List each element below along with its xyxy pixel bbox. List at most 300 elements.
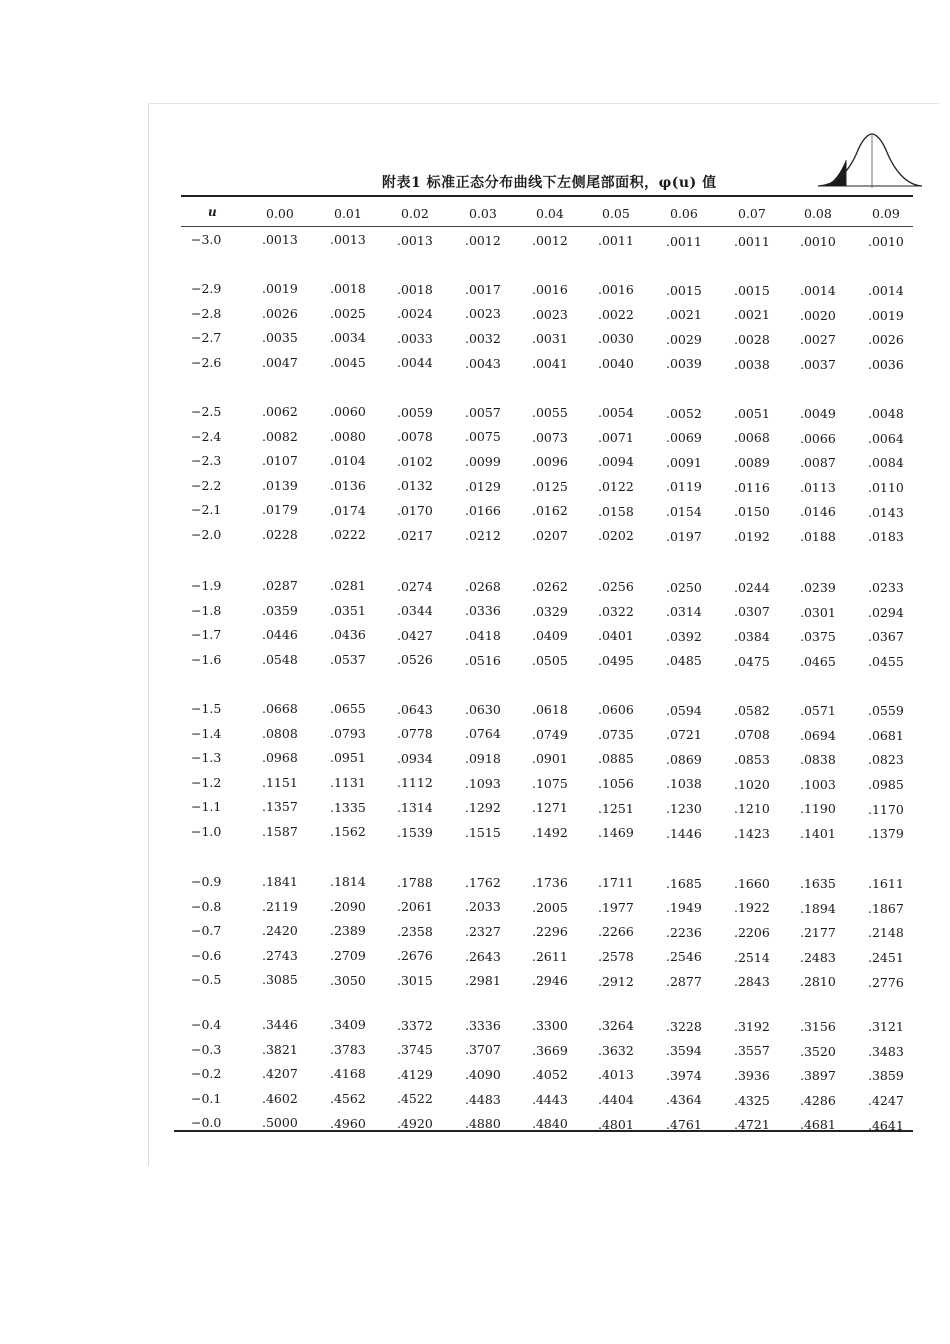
table-cell: .2119 — [262, 898, 298, 914]
table-cell: .3520 — [800, 1043, 836, 1059]
table-cell: .0143 — [868, 504, 904, 520]
table-cell: .4641 — [868, 1117, 904, 1133]
table-cell: .0060 — [330, 404, 366, 420]
table-cell: .1922 — [734, 900, 770, 916]
row-u-value: −0.7 — [191, 923, 222, 939]
table-cell: .0066 — [800, 430, 836, 446]
table-cell: .4483 — [465, 1091, 501, 1107]
table-cell: .1446 — [666, 825, 702, 841]
table-cell: .1056 — [598, 776, 634, 792]
table-cell: .0158 — [598, 503, 634, 519]
table-top-rule — [181, 195, 913, 197]
table-cell: .1170 — [868, 801, 904, 817]
table-cell: .3783 — [330, 1041, 366, 1057]
table-cell: .0015 — [666, 282, 702, 298]
table-cell: .4207 — [262, 1066, 298, 1082]
row-u-value: −1.5 — [191, 701, 222, 716]
table-cell: .0025 — [330, 305, 366, 321]
table-cell: .0026 — [868, 332, 904, 348]
table-cell: .0301 — [800, 604, 836, 620]
table-cell: .0154 — [666, 503, 702, 519]
table-cell: .0129 — [465, 478, 501, 494]
table-cell: .0222 — [330, 527, 366, 543]
table-cell: .0011 — [598, 233, 634, 249]
table-cell: .0073 — [532, 429, 568, 445]
table-cell: .1949 — [666, 900, 702, 916]
table-cell: .0043 — [465, 355, 501, 371]
table-cell: .0367 — [868, 629, 904, 645]
table-cell: .0256 — [598, 579, 634, 595]
table-cell: .0038 — [734, 356, 770, 372]
row-u-value: −1.8 — [191, 602, 222, 618]
table-cell: .1093 — [465, 775, 501, 791]
row-u-value: −0.2 — [191, 1066, 222, 1082]
table-cell: .3085 — [262, 972, 298, 988]
table-cell: .2327 — [465, 923, 501, 939]
table-cell: .0793 — [330, 725, 366, 741]
table-cell: .0044 — [397, 355, 433, 371]
table-cell: .4404 — [598, 1092, 634, 1108]
table-cell: .2981 — [465, 973, 501, 989]
table-cell: .0054 — [598, 405, 634, 421]
row-u-value: −1.0 — [191, 824, 222, 839]
table-cell: .1515 — [465, 824, 501, 840]
table-cell: .0375 — [800, 629, 836, 645]
table-cell: .1357 — [262, 799, 298, 815]
table-cell: .0119 — [666, 479, 702, 495]
table-cell: .3050 — [330, 972, 366, 988]
table-cell: .0212 — [465, 527, 501, 543]
table-cell: .0028 — [734, 331, 770, 347]
table-cell: .0968 — [262, 750, 298, 766]
table-cell: .4443 — [532, 1091, 568, 1107]
table-cell: .3745 — [397, 1042, 433, 1058]
table-cell: .0049 — [800, 406, 836, 421]
table-cell: .2578 — [598, 949, 634, 965]
table-cell: .1841 — [262, 874, 298, 889]
table-cell: .0020 — [800, 307, 836, 323]
table-cell: .2743 — [262, 947, 298, 963]
table-cell: .1038 — [666, 776, 702, 792]
table-cell: .0047 — [262, 354, 298, 370]
table-cell: .0036 — [868, 357, 904, 373]
row-u-value: −2.4 — [191, 428, 222, 444]
table-cell: .0436 — [330, 627, 366, 643]
table-cell: .0384 — [734, 628, 770, 644]
row-u-value: −2.9 — [191, 281, 222, 296]
table-cell: .0694 — [800, 727, 836, 743]
table-cell: .0548 — [262, 651, 298, 667]
table-cell: .4129 — [397, 1066, 433, 1082]
table-cell: .0202 — [598, 528, 634, 544]
table-cell: .1469 — [598, 825, 634, 841]
table-cell: .1230 — [666, 800, 702, 816]
row-u-value: −0.4 — [191, 1017, 222, 1032]
table-cell: .2451 — [868, 950, 904, 966]
table-cell: .0526 — [397, 652, 433, 668]
table-cell: .0901 — [532, 751, 568, 767]
table-cell: .0708 — [734, 727, 770, 743]
table-cell: .0516 — [465, 652, 501, 668]
table-cell: .3372 — [397, 1017, 433, 1033]
table-cell: .0228 — [262, 527, 298, 542]
table-cell: .0023 — [465, 306, 501, 322]
table-cell: .0031 — [532, 331, 568, 347]
table-cell: .0244 — [734, 579, 770, 595]
table-cell: .2843 — [734, 974, 770, 990]
table-cell: .0823 — [868, 752, 904, 768]
table-cell: .0010 — [800, 234, 836, 249]
table-cell: .1271 — [532, 800, 568, 816]
table-cell: .0853 — [734, 751, 770, 767]
table-cell: .0618 — [532, 702, 568, 717]
table-cell: .0274 — [397, 578, 433, 594]
table-cell: .1131 — [330, 775, 366, 791]
table-cell: .0055 — [532, 405, 568, 420]
table-cell: .0014 — [800, 283, 836, 298]
table-cell: .3594 — [666, 1043, 702, 1059]
table-cell: .4286 — [800, 1092, 836, 1108]
table-header-rule — [181, 226, 913, 227]
header-col: 0.08 — [804, 206, 832, 221]
table-cell: .0012 — [465, 232, 501, 248]
table-cell: .0336 — [465, 603, 501, 619]
table-cell: .0096 — [532, 454, 568, 470]
header-col: 0.09 — [872, 206, 900, 221]
table-cell: .0021 — [666, 307, 702, 323]
table-cell: .0287 — [262, 578, 298, 593]
table-cell: .1635 — [800, 876, 836, 891]
table-cell: .3859 — [868, 1068, 904, 1084]
table-cell: .0559 — [868, 703, 904, 719]
table-cell: .2643 — [465, 948, 501, 964]
row-u-value: −1.9 — [191, 578, 222, 593]
table-cell: .2877 — [666, 973, 702, 989]
table-cell: .0023 — [532, 306, 568, 322]
table-cell: .1020 — [734, 776, 770, 792]
table-cell: .0021 — [734, 307, 770, 323]
table-cell: .0080 — [330, 428, 366, 444]
table-cell: .3192 — [734, 1018, 770, 1034]
table-cell: .3409 — [330, 1017, 366, 1033]
table-cell: .0951 — [330, 750, 366, 766]
table-cell: .4840 — [532, 1116, 568, 1132]
table-cell: .0250 — [666, 579, 702, 595]
table-cell: .0197 — [666, 528, 702, 544]
table-cell: .1210 — [734, 801, 770, 817]
table-cell: .0721 — [666, 727, 702, 743]
table-cell: .0314 — [666, 604, 702, 620]
table-cell: .0068 — [734, 430, 770, 446]
table-cell: .0019 — [868, 307, 904, 323]
table-cell: .0179 — [262, 502, 298, 518]
table-cell: .0062 — [262, 404, 298, 419]
table-cell: .0268 — [465, 578, 501, 594]
table-cell: .3936 — [734, 1067, 770, 1083]
table-cell: .0034 — [330, 330, 366, 346]
table-cell: .0122 — [598, 479, 634, 495]
table-cell: .2776 — [868, 974, 904, 990]
table-cell: .2090 — [330, 898, 366, 914]
table-cell: .0183 — [868, 529, 904, 545]
table-cell: .0136 — [330, 478, 366, 494]
table-cell: .2266 — [598, 924, 634, 940]
table-cell: .0681 — [868, 727, 904, 743]
row-u-value: −2.1 — [191, 502, 222, 518]
table-cell: .0869 — [666, 751, 702, 767]
table-cell: .4052 — [532, 1067, 568, 1083]
table-cell: .4090 — [465, 1066, 501, 1082]
table-cell: .0918 — [465, 750, 501, 766]
table-cell: .4880 — [465, 1116, 501, 1132]
table-cell: .0016 — [532, 282, 568, 297]
table-cell: .2389 — [330, 923, 366, 939]
row-u-value: −1.7 — [191, 627, 222, 643]
table-cell: .4761 — [666, 1116, 702, 1132]
table-cell: .0401 — [598, 628, 634, 644]
table-cell: .0011 — [666, 233, 702, 249]
row-u-value: −0.5 — [191, 972, 222, 988]
table-cell: .0057 — [465, 404, 501, 420]
table-cell: .4602 — [262, 1090, 298, 1106]
table-cell: .2177 — [800, 925, 836, 941]
table-cell: .1762 — [465, 874, 501, 890]
table-cell: .4325 — [734, 1092, 770, 1108]
table-cell: .2236 — [666, 924, 702, 940]
table-cell: .2946 — [532, 973, 568, 989]
row-u-value: −0.1 — [191, 1090, 222, 1106]
table-cell: .0041 — [532, 355, 568, 371]
table-cell: .0011 — [734, 233, 770, 249]
table-cell: .3669 — [532, 1042, 568, 1058]
row-u-value: −2.7 — [191, 330, 222, 346]
table-cell: .2296 — [532, 924, 568, 940]
table-cell: .1562 — [330, 824, 366, 840]
table-cell: .2005 — [532, 899, 568, 915]
table-cell: .4801 — [598, 1116, 634, 1132]
table-cell: .0107 — [262, 453, 298, 469]
table-cell: .2033 — [465, 899, 501, 915]
table-cell: .0015 — [734, 282, 770, 298]
table-cell: .3156 — [800, 1019, 836, 1034]
table-cell: .2810 — [800, 974, 836, 990]
table-cell: .0446 — [262, 627, 298, 643]
row-u-value: −2.5 — [191, 404, 222, 419]
table-cell: .0322 — [598, 603, 634, 619]
table-cell: .0045 — [330, 355, 366, 371]
header-col: 0.01 — [334, 206, 362, 221]
table-cell: .3228 — [666, 1018, 702, 1034]
table-cell: .0089 — [734, 454, 770, 470]
table-cell: .0018 — [397, 281, 433, 297]
table-cell: .2912 — [598, 973, 634, 989]
table-cell: .0495 — [598, 653, 634, 669]
table-cell: .0418 — [465, 627, 501, 643]
table-cell: .4721 — [734, 1117, 770, 1133]
table-cell: .0606 — [598, 702, 634, 718]
row-u-value: −3.0 — [191, 232, 222, 247]
table-cell: .0233 — [868, 580, 904, 596]
table-cell: .4522 — [397, 1091, 433, 1107]
table-cell: .0985 — [868, 777, 904, 793]
row-u-value: −2.0 — [191, 527, 222, 542]
table-cell: .2483 — [800, 949, 836, 965]
normal-curve-icon — [816, 130, 924, 192]
table-cell: .0359 — [262, 602, 298, 618]
table-cell: .0409 — [532, 628, 568, 644]
table-cell: .4013 — [598, 1067, 634, 1083]
table-cell: .0146 — [800, 504, 836, 520]
table-cell: .0485 — [666, 653, 702, 669]
table-cell: .0012 — [532, 233, 568, 248]
table-cell: .0099 — [465, 453, 501, 469]
table-cell: .0039 — [666, 356, 702, 372]
table-cell: .1711 — [598, 875, 634, 891]
table-cell: .0162 — [532, 503, 568, 519]
table-cell: .0078 — [397, 429, 433, 445]
row-u-value: −0.8 — [191, 898, 222, 914]
table-cell: .0013 — [397, 232, 433, 248]
table-cell: .2358 — [397, 923, 433, 939]
table-cell: .0071 — [598, 429, 634, 445]
table-cell: .1003 — [800, 776, 836, 792]
table-cell: .3336 — [465, 1017, 501, 1033]
table-cell: .0537 — [330, 652, 366, 668]
table-cell: .1788 — [397, 874, 433, 890]
table-cell: .0838 — [800, 752, 836, 768]
table-cell: .0582 — [734, 702, 770, 718]
table-cell: .0104 — [330, 453, 366, 469]
table-cell: .0082 — [262, 428, 298, 444]
header-col: 0.00 — [266, 206, 294, 221]
table-cell: .0455 — [868, 654, 904, 670]
table-cell: .0465 — [800, 653, 836, 669]
header-col: 0.03 — [469, 206, 497, 221]
table-cell: .0029 — [666, 331, 702, 347]
table-cell: .0630 — [465, 701, 501, 717]
header-col: 0.05 — [602, 206, 630, 221]
table-cell: .0013 — [262, 232, 298, 247]
table-cell: .1685 — [666, 875, 702, 891]
table-cell: .0059 — [397, 404, 433, 420]
table-cell: .0024 — [397, 306, 433, 322]
table-cell: .0307 — [734, 604, 770, 620]
table-cell: .0026 — [262, 305, 298, 321]
row-u-value: −2.8 — [191, 305, 222, 321]
table-cell: .0051 — [734, 405, 770, 421]
table-cell: .0048 — [868, 406, 904, 422]
table-cell: .4681 — [800, 1117, 836, 1133]
table-cell: .1867 — [868, 900, 904, 916]
table-cell: .0594 — [666, 702, 702, 718]
table-cell: .0014 — [868, 283, 904, 299]
table-cell: .4920 — [397, 1115, 433, 1131]
table-cell: .0094 — [598, 454, 634, 470]
table-cell: .1379 — [868, 826, 904, 842]
table-cell: .2709 — [330, 948, 366, 964]
table-cell: .2546 — [666, 949, 702, 965]
table-cell: .0087 — [800, 455, 836, 471]
table-cell: .1151 — [262, 774, 298, 790]
table-cell: .1423 — [734, 825, 770, 841]
table-cell: .0735 — [598, 726, 634, 742]
table-cell: .0505 — [532, 652, 568, 668]
table-cell: .0749 — [532, 726, 568, 742]
table-cell: .3897 — [800, 1068, 836, 1084]
table-cell: .0571 — [800, 703, 836, 718]
table-cell: .1539 — [397, 824, 433, 840]
table-cell: .3446 — [262, 1017, 298, 1032]
table-cell: .3121 — [868, 1019, 904, 1035]
table-title: 附表1 标准正态分布曲线下左侧尾部面积，φ(u) 值 — [382, 175, 717, 191]
row-u-value: −1.6 — [191, 651, 222, 667]
table-cell: .0018 — [330, 281, 366, 297]
table-cell: .0294 — [868, 604, 904, 620]
table-cell: .0113 — [800, 479, 836, 495]
row-u-value: −0.0 — [191, 1115, 222, 1131]
table-cell: .0030 — [598, 331, 634, 347]
table-cell: .0035 — [262, 330, 298, 346]
table-cell: .0778 — [397, 726, 433, 742]
table-cell: .0150 — [734, 504, 770, 520]
table-cell: .2514 — [734, 949, 770, 965]
table-cell: .0170 — [397, 502, 433, 518]
table-cell: .1401 — [800, 826, 836, 841]
table-cell: .0262 — [532, 579, 568, 594]
table-cell: .0239 — [800, 580, 836, 595]
table-cell: .1660 — [734, 875, 770, 891]
table-cell: .1314 — [397, 799, 433, 815]
row-u-value: −1.2 — [191, 774, 222, 790]
table-cell: .0427 — [397, 627, 433, 643]
table-bottom-rule — [174, 1130, 913, 1132]
table-cell: .3557 — [734, 1043, 770, 1059]
table-cell: .0017 — [465, 281, 501, 297]
table-cell: .1335 — [330, 799, 366, 815]
table-cell: .5000 — [262, 1115, 298, 1131]
table-cell: .0139 — [262, 477, 298, 493]
table-cell: .0351 — [330, 602, 366, 618]
table-cell: .4364 — [666, 1092, 702, 1108]
row-u-value: −2.2 — [191, 477, 222, 493]
row-u-value: −1.4 — [191, 725, 222, 741]
table-cell: .1977 — [598, 899, 634, 915]
table-cell: .0032 — [465, 330, 501, 346]
table-cell: .0668 — [262, 701, 298, 716]
table-cell: .0207 — [532, 528, 568, 543]
table-cell: .4562 — [330, 1091, 366, 1107]
header-u-label: u — [208, 205, 217, 219]
table-cell: .0125 — [532, 478, 568, 494]
table-cell: .0655 — [330, 701, 366, 717]
table-cell: .1814 — [330, 874, 366, 890]
table-cell: .0475 — [734, 653, 770, 669]
table-cell: .0885 — [598, 751, 634, 767]
header-col: 0.04 — [536, 206, 564, 221]
table-cell: .0217 — [397, 527, 433, 543]
header-col: 0.07 — [738, 206, 766, 221]
table-cell: .0764 — [465, 726, 501, 742]
table-cell: .0808 — [262, 725, 298, 741]
table-cell: .2148 — [868, 925, 904, 941]
table-cell: .0344 — [397, 603, 433, 619]
table-cell: .2611 — [532, 948, 568, 964]
table-cell: .2206 — [734, 924, 770, 940]
row-u-value: −1.3 — [191, 750, 222, 766]
table-cell: .1251 — [598, 800, 634, 816]
table-cell: .0934 — [397, 750, 433, 766]
table-cell: .1075 — [532, 775, 568, 791]
